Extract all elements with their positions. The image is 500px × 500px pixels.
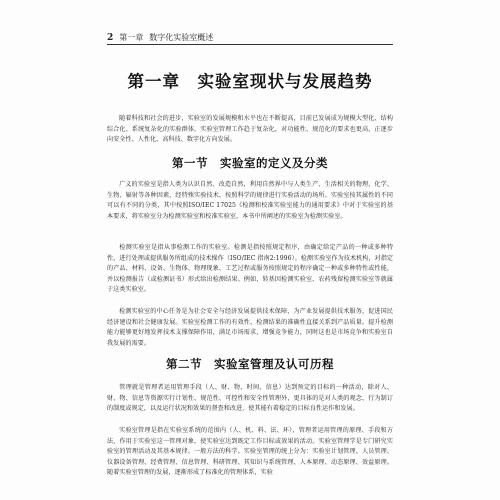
running-head-chapter: 第一章 [119, 33, 144, 42]
section-1-paragraph-2 [107, 243, 393, 307]
section-1-paragraph-1-text: 广义的实验室是指人类为认识自然、改造自然，利用自然界中与人类生产、生活相关的物理、化学、生物、辐射等各种因素，经特殊实验技术、按照科学的规律进行实验活动的场所。实验室按其属性的不同可以有不同的分类，其中按照ISO/IEC 17025《检测和校准实验室能力的通用要求》中对于实验室的基本要求，将实验室分为检测实验室和校准实验室，本书中所阐述的实验室为检测实验室。 [107, 181, 393, 220]
intro-paragraph [107, 114, 393, 146]
chapter-title: 第一章 实验室现状与发展趋势 [127, 72, 373, 91]
section-1-paragraph-1 [107, 180, 393, 244]
section-2-paragraph-1-text: 管理就是管理者运用管理手段（人、财、物、时间、信息）达到预定的目标的一种活动，除对人、财、物、信息等资源实行计划性、规范性、可控性和安全性管理外，更具体的是对人类的观念、行为制订的制度或规定，以及运行状况和效果的督查和改进，使其能有着稳定的目标良性运作和发展。 [107, 384, 393, 413]
section-2-title: 第二节 实验室管理及认可历程 [166, 357, 334, 371]
section-1-paragraph-3 [107, 307, 393, 350]
section-2-paragraph-2-text: 实验室管理是指在实验室系统的范围内（人、机、料、法、环），管理者运用管理的原理、手段和方法，作用于实验室这一管理对象，使实验室达到既定工作目标或效果的活动。实验室管理学是专门研究实验室的管理活动及其基本规律、一般方法的科学。实验室管理的统上分为：实验室计划管理、人员管理、仪器设备管理、经费管理、信息管理、科研管理、其知识与系统管理、人本原理、动态原理、效益原理。随着实验室管理的发展，逐渐形成了标准化的管理体系，实验 [107, 427, 393, 477]
section-1-paragraph-3-text: 检测实验室的中心任务是为社会安全与经济发展提供技术保障，为产业发展提供技术服务，促进国民经济建设和社会健康发展。实验室检测工作的有效性、检测结果的准确性直接关系到产品质量。提升检测能力能够更好地发挥技术支撑保障作用，满足市场需求，增强竞争能力，同时这也是市场竞争和实验室自我发展的需要。 [107, 308, 393, 347]
section-2-paragraph-1 [107, 383, 393, 426]
running-head-book-title: 数字化实验室概述 [149, 33, 214, 42]
intro-text: 随着科技和社会的进步，实验室的发展规模和水平也在不断提高，目前已发展成为规模大型化、结构综合化、系统复杂化的实验群体，实验室管理工作趋于复杂化，对功能性、规范化的要求也更高，正逐步向安全性、人性化、高科技、数字化方向发展。 [107, 115, 393, 144]
page-number: 2 [107, 33, 114, 43]
section-1-paragraph-2-text: 检测实验室是指从事检测工作的实验室。检测是指按照规定程序，由确定给定产品的一种或多种特性，进行处理或提供服务所组成的技术操作（ISO/IEC 指南2:1996）。检测实验室作为技术机构，对指定的产品、材料、设备、生物体、物理现象、工艺过程或服务按照规定的程序确定一种或多种特性或性能，并以检测报告（或检测证书）形式给出检测结果。例如，转基因检测实验室、农药残留检测实验室等就属于这类实验室。 [107, 244, 393, 294]
section-2-paragraph-2 [107, 426, 393, 490]
section-1-title: 第一节 实验室的定义及分类 [172, 156, 328, 170]
running-head [107, 30, 393, 45]
